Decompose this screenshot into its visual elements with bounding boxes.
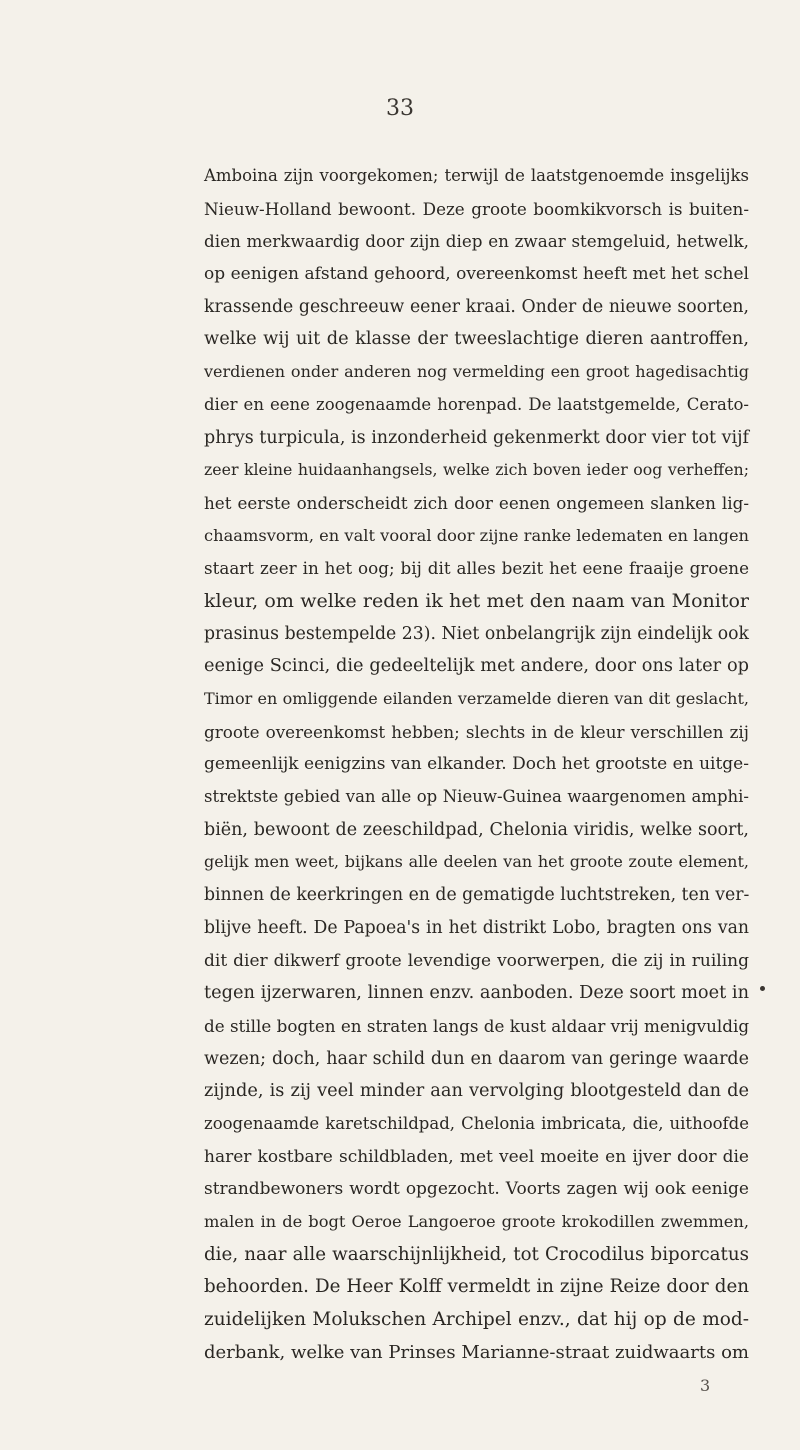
text-line: staart zeer in het oog; bij dit alles bezit het eene fraaije groene: [204, 558, 749, 579]
text-line: tegen ijzerwaren, linnen enzv. aanboden. Deze soort moet in: [204, 983, 749, 1004]
text-line: kleur, om welke reden ik het met den naam van Monitor: [204, 589, 749, 612]
text-line: Timor en omliggende eilanden verzamelde dieren van dit geslacht,: [204, 689, 749, 708]
text-line: biën, bewoont de zeeschildpad, Chelonia viridis, welke soort,: [204, 819, 749, 840]
text-line: malen in de bogt Oeroe Langoeroe groote krokodillen zwemmen,: [204, 1212, 749, 1231]
text-line: zeer kleine huidaanhangsels, welke zich boven ieder oog verheffen;: [204, 460, 749, 480]
text-line: de stille bogten en straten langs de kust aldaar vrij menigvuldig: [204, 1015, 750, 1036]
text-line: behoorden. De Heer Kolff vermeldt in zijne Reize door den: [204, 1276, 749, 1298]
page-number: 33: [386, 96, 414, 121]
text-line: het eerste onderscheidt zich door eenen ongemeen slanken lig-: [204, 492, 749, 513]
text-line: zoogenaamde karetschildpad, Chelonia imbricata, die, uithoofde: [204, 1113, 749, 1133]
signature-mark: 3: [700, 1376, 711, 1395]
body-text: [204, 160, 749, 1369]
text-line: dit dier dikwerf groote levendige voorwerpen, die zij in ruiling: [204, 950, 749, 971]
text-line: phrys turpicula, is inzonderheid gekenmerkt door vier tot vijf: [204, 427, 749, 448]
text-line: gemeenlijk eenigzins van elkander. Doch het grootste en uitge-: [204, 754, 749, 775]
text-line: eenige Scinci, die gedeeltelijk met andere, door ons later op: [204, 656, 749, 677]
text-line: dier en eene zoogenaamde horenpad. De laatstgemelde, Cerato-: [204, 394, 749, 414]
text-line: blijve heeft. De Papoea's in het distrikt Lobo, bragten ons van: [204, 917, 749, 938]
text-line: op eenigen afstand gehoord, overeenkomst heeft met het schel: [204, 264, 749, 285]
margin-mark: [760, 986, 765, 991]
text-line: Nieuw-Holland bewoont. Deze groote boomkikvorsch is buiten-: [204, 198, 749, 219]
text-line: dien merkwaardig door zijn diep en zwaar stemgeluid, hetwelk,: [204, 231, 749, 252]
text-line: Amboina zijn voorgekomen; terwijl de laatstgenoemde insgelijks: [204, 166, 749, 185]
text-line: wezen; doch, haar schild dun en daarom van geringe waarde: [204, 1048, 749, 1069]
text-line: binnen de keerkringen en de gematigde luchtstreken, ten ver-: [204, 885, 750, 906]
text-line: welke wij uit de klasse der tweeslachtige dieren aantroffen,: [204, 329, 749, 350]
text-line: strandbewoners wordt opgezocht. Voorts zagen wij ook eenige: [204, 1179, 749, 1200]
text-line: zijnde, is zij veel minder aan vervolging blootgesteld dan de: [204, 1081, 749, 1102]
text-line: harer kostbare schildbladen, met veel moeite en ijver door die: [204, 1146, 749, 1167]
text-line: zuidelijken Molukschen Archipel enzv., dat hij op de mod-: [204, 1309, 749, 1331]
text-line: groote overeenkomst hebben; slechts in de kleur verschillen zij: [204, 721, 749, 742]
text-line: die, naar alle waarschijnlijkheid, tot Crocodilus biporcatus: [204, 1243, 749, 1265]
text-line: strektste gebied van alle op Nieuw-Guinea waargenomen amphi-: [204, 787, 749, 807]
text-line: verdienen onder anderen nog vermelding een groot hagedisachtig: [204, 362, 749, 382]
text-line: prasinus bestempelde 23). Niet onbelangrijk zijn eindelijk ook: [204, 623, 749, 644]
text-line: derbank, welke van Prinses Marianne-straat zuidwaarts om: [204, 1341, 749, 1363]
text-line: chaamsvorm, en valt vooral door zijne ranke ledematen en langen: [204, 525, 750, 545]
text-line: krassende geschreeuw eener kraai. Onder de nieuwe soorten,: [204, 296, 749, 317]
text-line: gelijk men weet, bijkans alle deelen van het groote zoute element,: [204, 852, 749, 872]
